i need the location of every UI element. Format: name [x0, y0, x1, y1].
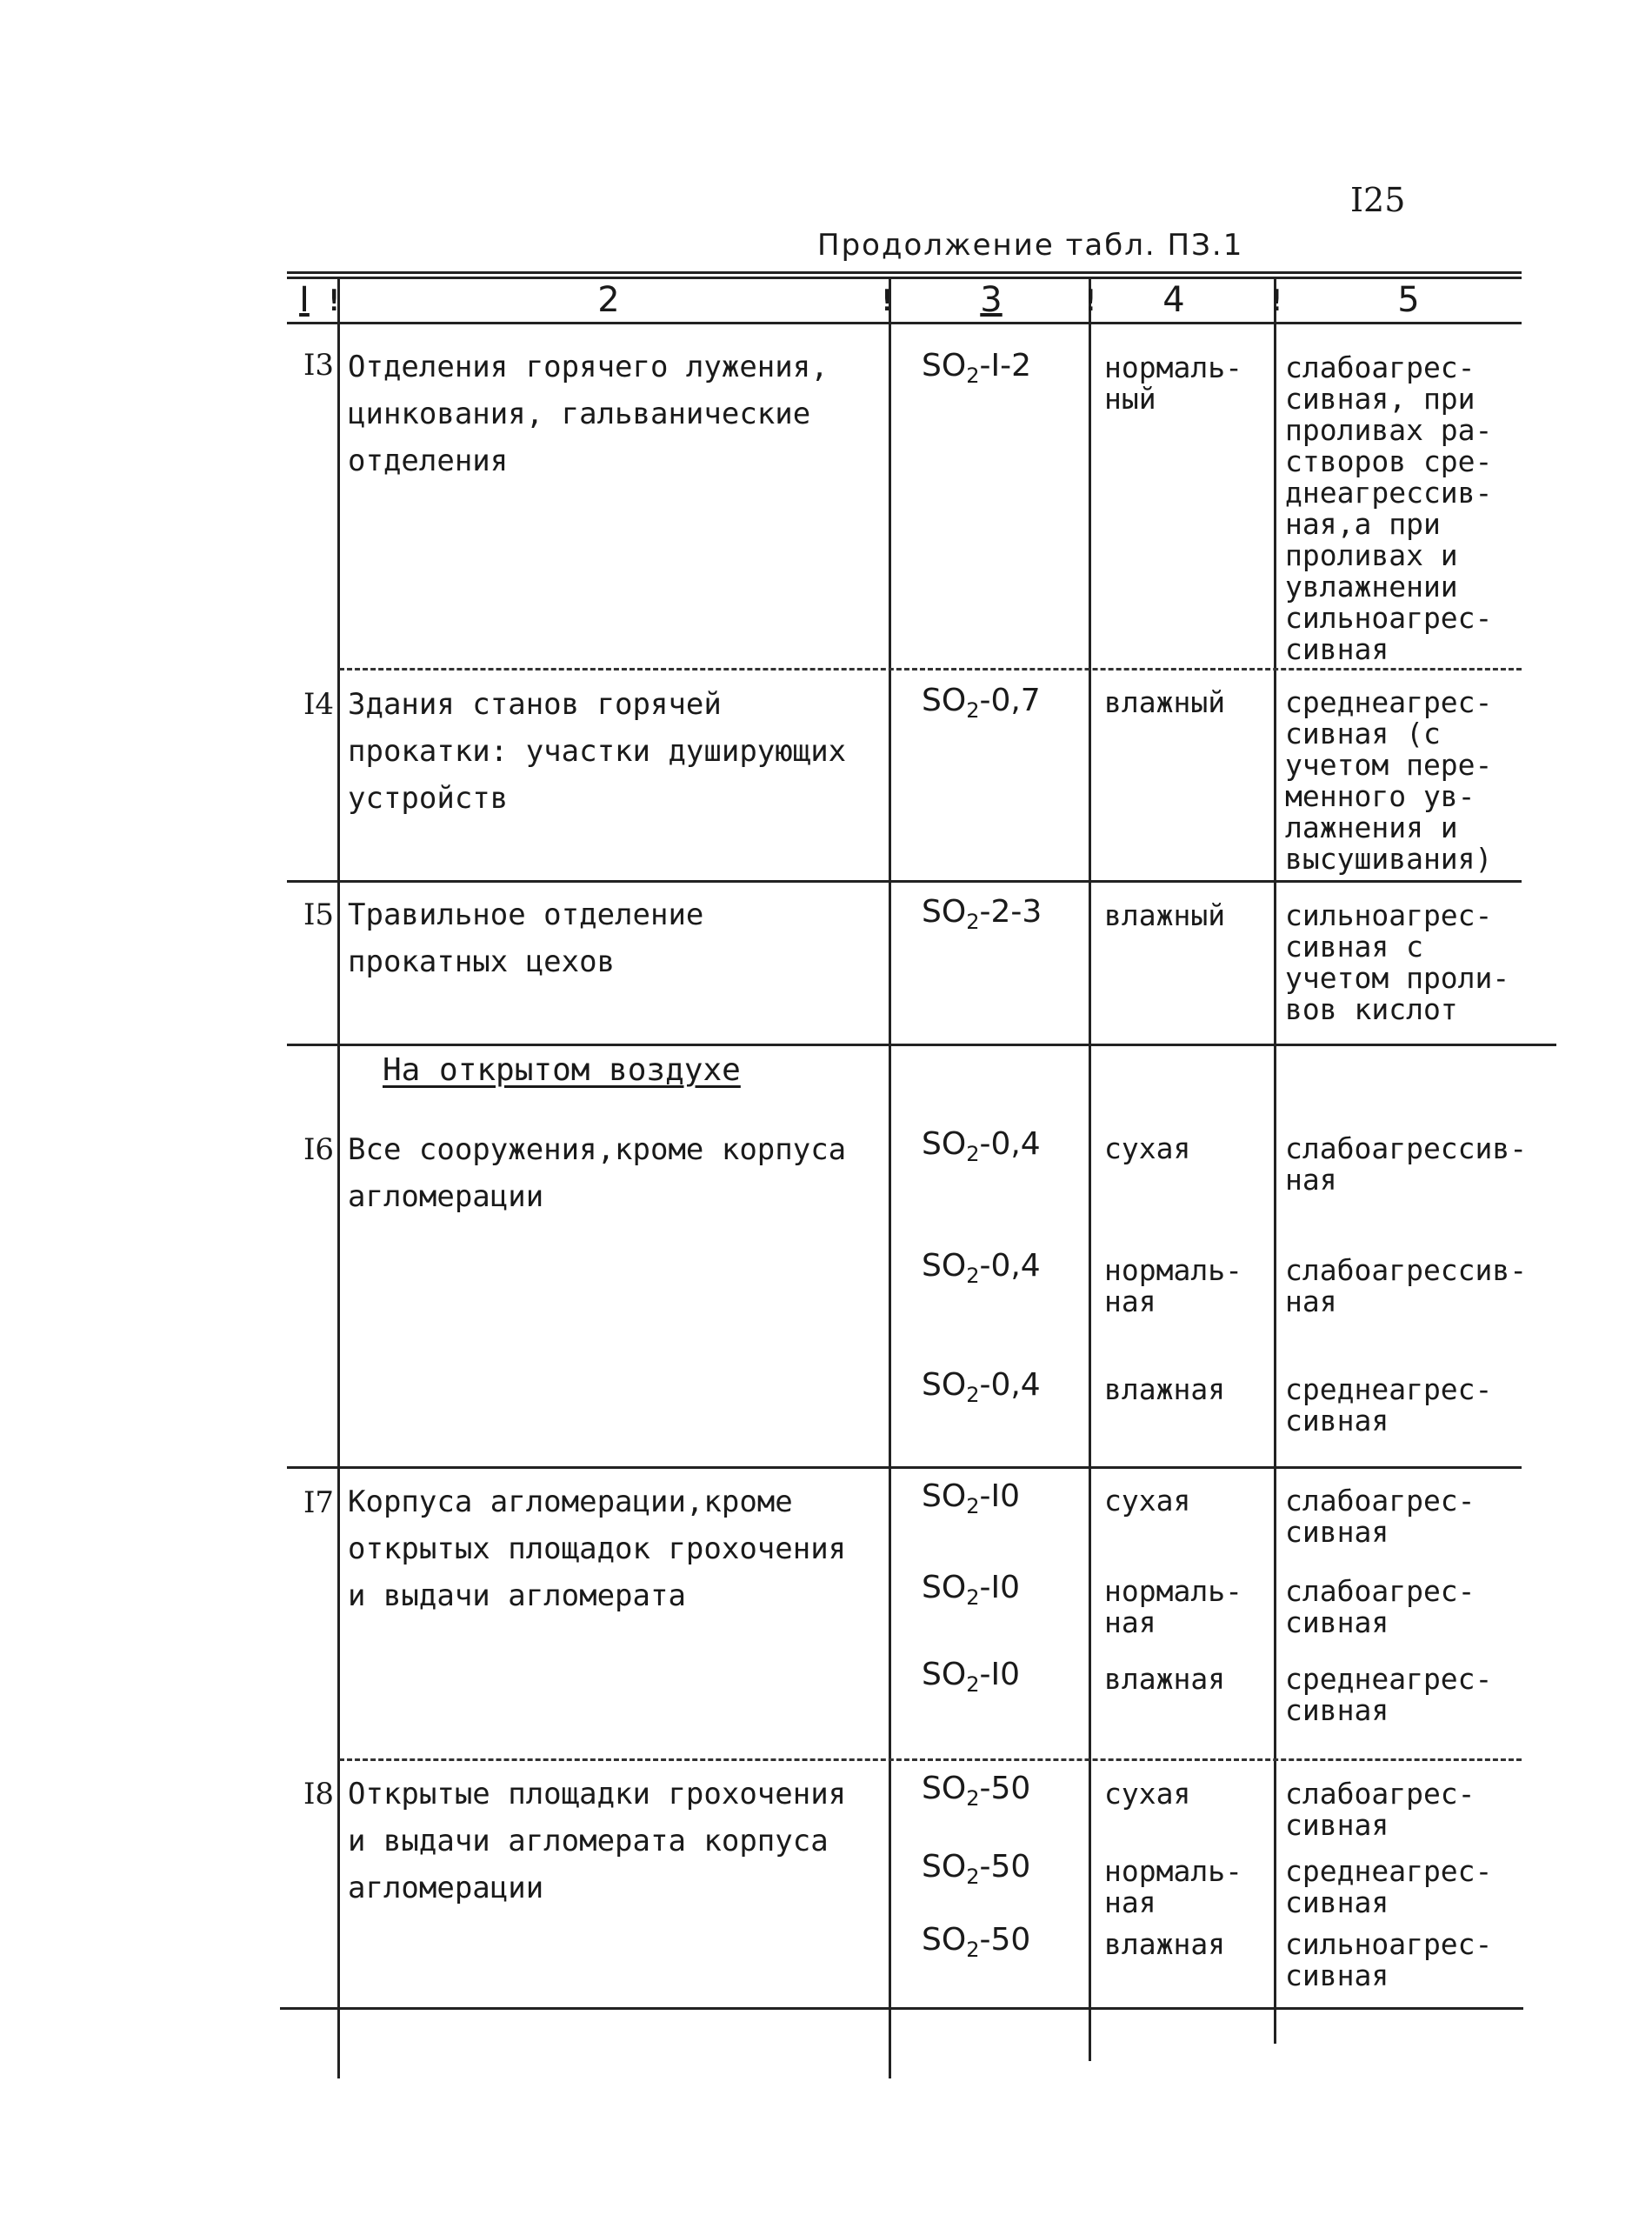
row-number: I5 [303, 897, 334, 932]
gas-subscript: 2 [966, 1938, 980, 1963]
gas-value: -50 [979, 1771, 1031, 1806]
row-separator [339, 1758, 1522, 1761]
aggressiveness: сильноагрес- сивная [1285, 1927, 1493, 1992]
aggressiveness: среднеагрес- сивная [1285, 1372, 1493, 1438]
header-col-4: 4 [1162, 280, 1185, 320]
gas-value: -0,7 [979, 683, 1041, 718]
gas-value: -I0 [979, 1478, 1020, 1514]
gas-value: -50 [979, 1849, 1031, 1885]
header-col-2: 2 [597, 280, 620, 320]
gas-subscript: 2 [966, 1865, 980, 1890]
gas-concentration [922, 1126, 1041, 1166]
aggressiveness: среднеагрес- сивная [1285, 1854, 1493, 1919]
aggressiveness: слабоагрес- сивная [1285, 1777, 1475, 1842]
header-sep-3: ! [1082, 284, 1100, 318]
row-number: I4 [303, 687, 334, 722]
row-description: Отделения горячего лужения, цинкования, гальванические отделения [348, 350, 829, 478]
humidity-condition: влажный [1104, 898, 1226, 932]
aggressiveness: слабоагрессив- ная [1285, 1253, 1528, 1318]
header-col-3: 3 [980, 280, 1003, 320]
gas-formula: SO [922, 348, 967, 384]
row-separator [339, 668, 1522, 671]
gas-concentration [922, 1849, 1030, 1889]
gas-concentration [922, 683, 1041, 723]
aggressiveness: слабоагрес- сивная, при проливах ра- створов сре- днеагрессив- ная,а при проливах и увлажнении сильноагрес- сивная [1285, 350, 1493, 666]
page-number: I25 [1350, 181, 1406, 219]
gas-value: -I0 [979, 1570, 1020, 1605]
row-description: Травильное отделение прокатных цехов [348, 897, 704, 979]
gas-formula: SO [922, 1367, 967, 1403]
gas-value: -50 [979, 1922, 1031, 1958]
humidity-condition: нормаль- ная [1104, 1574, 1242, 1639]
row-separator [280, 2007, 1523, 2010]
gas-subscript: 2 [966, 1142, 980, 1167]
row-description: Открытые площадки грохочения и выдачи агломерата корпуса агломерации [348, 1777, 847, 1905]
humidity-condition: нормаль- ный [1104, 350, 1242, 416]
header-sep-1: ! [325, 284, 343, 318]
gas-subscript: 2 [966, 910, 980, 935]
gas-concentration [922, 1478, 1020, 1518]
gas-value: -2-3 [979, 894, 1042, 930]
humidity-condition: сухая [1104, 1777, 1191, 1811]
gas-subscript: 2 [966, 1585, 980, 1611]
row-number: I6 [303, 1132, 334, 1167]
row-number: I8 [303, 1777, 334, 1811]
column-divider-3 [1089, 278, 1091, 2061]
gas-subscript: 2 [966, 1264, 980, 1289]
gas-concentration [922, 1570, 1020, 1610]
header-sep-2: ! [878, 284, 896, 318]
gas-formula: SO [922, 1248, 967, 1284]
row-number: I7 [303, 1485, 334, 1520]
humidity-condition: нормаль- ная [1104, 1253, 1242, 1318]
gas-concentration [922, 1657, 1020, 1697]
row-description: Все сооружения,кроме корпуса агломерации [348, 1132, 847, 1214]
gas-formula: SO [922, 1849, 967, 1885]
gas-subscript: 2 [966, 364, 980, 389]
gas-formula: SO [922, 1922, 967, 1958]
aggressiveness: слабоагрес- сивная [1285, 1574, 1475, 1639]
row-separator [287, 880, 1522, 883]
humidity-condition: влажный [1104, 685, 1226, 719]
gas-value: -0,4 [979, 1248, 1041, 1284]
continuation-caption: Продолжение табл. ПЗ.1 [817, 228, 1244, 263]
row-description: Здания станов горячей прокатки: участки душирующих устройств [348, 687, 847, 816]
gas-formula: SO [922, 683, 967, 718]
gas-value: -I0 [979, 1657, 1020, 1692]
column-divider-4 [1274, 278, 1276, 2044]
header-sep-4: ! [1268, 284, 1286, 318]
aggressiveness: слабоагрессив- ная [1285, 1131, 1528, 1197]
gas-subscript: 2 [966, 1494, 980, 1519]
humidity-condition: нормаль- ная [1104, 1854, 1242, 1919]
gas-subscript: 2 [966, 698, 980, 724]
gas-value: -0,4 [979, 1367, 1041, 1403]
gas-formula: SO [922, 894, 967, 930]
gas-subscript: 2 [966, 1672, 980, 1698]
row-description: Корпуса агломерации,кроме открытых площадок грохочения и выдачи агломерата [348, 1484, 847, 1613]
gas-formula: SO [922, 1570, 967, 1605]
aggressiveness: среднеагрес- сивная [1285, 1662, 1493, 1727]
gas-concentration [922, 1922, 1030, 1962]
gas-value: -I-2 [979, 348, 1031, 384]
gas-concentration [922, 1771, 1030, 1811]
gas-concentration [922, 348, 1031, 388]
row-separator [287, 1044, 1556, 1046]
table-top-border [287, 271, 1522, 274]
gas-subscript: 2 [966, 1383, 980, 1408]
gas-subscript: 2 [966, 1786, 980, 1811]
gas-formula: SO [922, 1126, 967, 1162]
table-top-border-2 [287, 277, 1522, 279]
gas-formula: SO [922, 1657, 967, 1692]
header-col-5: 5 [1397, 280, 1420, 320]
gas-concentration [922, 1367, 1041, 1407]
aggressiveness: сильноагрес- сивная с учетом проли- вов кислот [1285, 898, 1510, 1026]
aggressiveness: слабоагрес- сивная [1285, 1484, 1475, 1549]
column-divider-2 [889, 278, 891, 2078]
row-separator [287, 1466, 1522, 1469]
header-bottom-border [287, 322, 1522, 324]
humidity-condition: влажная [1104, 1662, 1226, 1696]
gas-formula: SO [922, 1478, 967, 1514]
section-heading: На открытом воздухе [383, 1052, 741, 1088]
gas-concentration [922, 894, 1042, 934]
aggressiveness: среднеагрес- сивная (с учетом пере- менного ув- лажнения и высушивания) [1285, 685, 1493, 876]
row-number: I3 [303, 348, 334, 383]
humidity-condition: сухая [1104, 1484, 1191, 1518]
humidity-condition: сухая [1104, 1131, 1191, 1165]
header-col-1: I [299, 280, 310, 320]
gas-value: -0,4 [979, 1126, 1041, 1162]
humidity-condition: влажная [1104, 1372, 1226, 1406]
gas-concentration [922, 1248, 1041, 1288]
humidity-condition: влажная [1104, 1927, 1226, 1961]
column-divider-1 [337, 278, 340, 2078]
gas-formula: SO [922, 1771, 967, 1806]
